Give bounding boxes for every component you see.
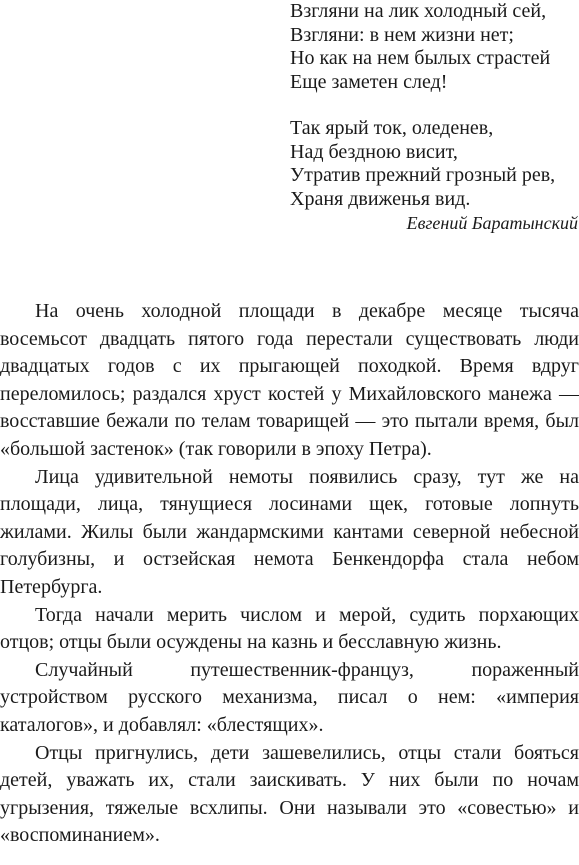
epigraph-stanza-1 [290, 0, 579, 94]
epigraph-line: Так ярый ток, оледенев, [290, 117, 494, 139]
main-text [0, 298, 579, 850]
epigraph-line: Над бездною висит, [290, 140, 458, 163]
paragraph: Тогда начали мерить числом и мерой, судить порхающих отцов; отцы были осуждены на казнь и бесславную жизнь. [0, 603, 579, 654]
epigraph-author: Евгений Баратынский [406, 213, 578, 233]
epigraph [290, 0, 579, 233]
epigraph-line: Взгляни на лик холодный сей, [290, 0, 547, 22]
paragraph: Случайный путешественник-француз, пораженный устройством русского механизма, писал о нем: «империя каталогов», и добавлял: «блестящих». [0, 658, 579, 736]
paragraph: На очень холодной площади в декабре месяце тысяча восемьсот двадцать пятого года перестали существовать люди двадцатых годов с их прыгающей походкой. Время вдруг переломилось; раздался хруст костей у Михайловского манежа — восставшие бежали по телам товарищей — это пытали время, был «большой застенок» (так говорили в эпоху Петра). [0, 300, 579, 460]
paragraph: Отцы пригнулись, дети зашевелились, отцы стали бояться детей, уважать их, стали заискивать. У них были по ночам угрызения, тяжелые всхлипы. Они называли это «совестью» и «воспоминанием». [0, 741, 579, 847]
epigraph-line: Но как на нем былых страстей [290, 47, 551, 69]
paragraph: Лица удивительной немоты появились сразу, тут же на площади, лица, тянущиеся лосинами щек, готовые лопнуть жилами. Жилы были жандармскими кантами северной небесной голубизны, и остзейская немота Бенкендорфа стала небом Петербурга. [0, 465, 579, 598]
epigraph-line: Еще заметен след! [290, 70, 448, 93]
epigraph-line: Взгляни: в нем жизни нет; [290, 23, 514, 46]
epigraph-line: Храня движенья вид. [290, 187, 471, 210]
epigraph-stanza-2 [290, 117, 579, 211]
epigraph-line: Утратив прежний грозный рев, [290, 164, 556, 186]
